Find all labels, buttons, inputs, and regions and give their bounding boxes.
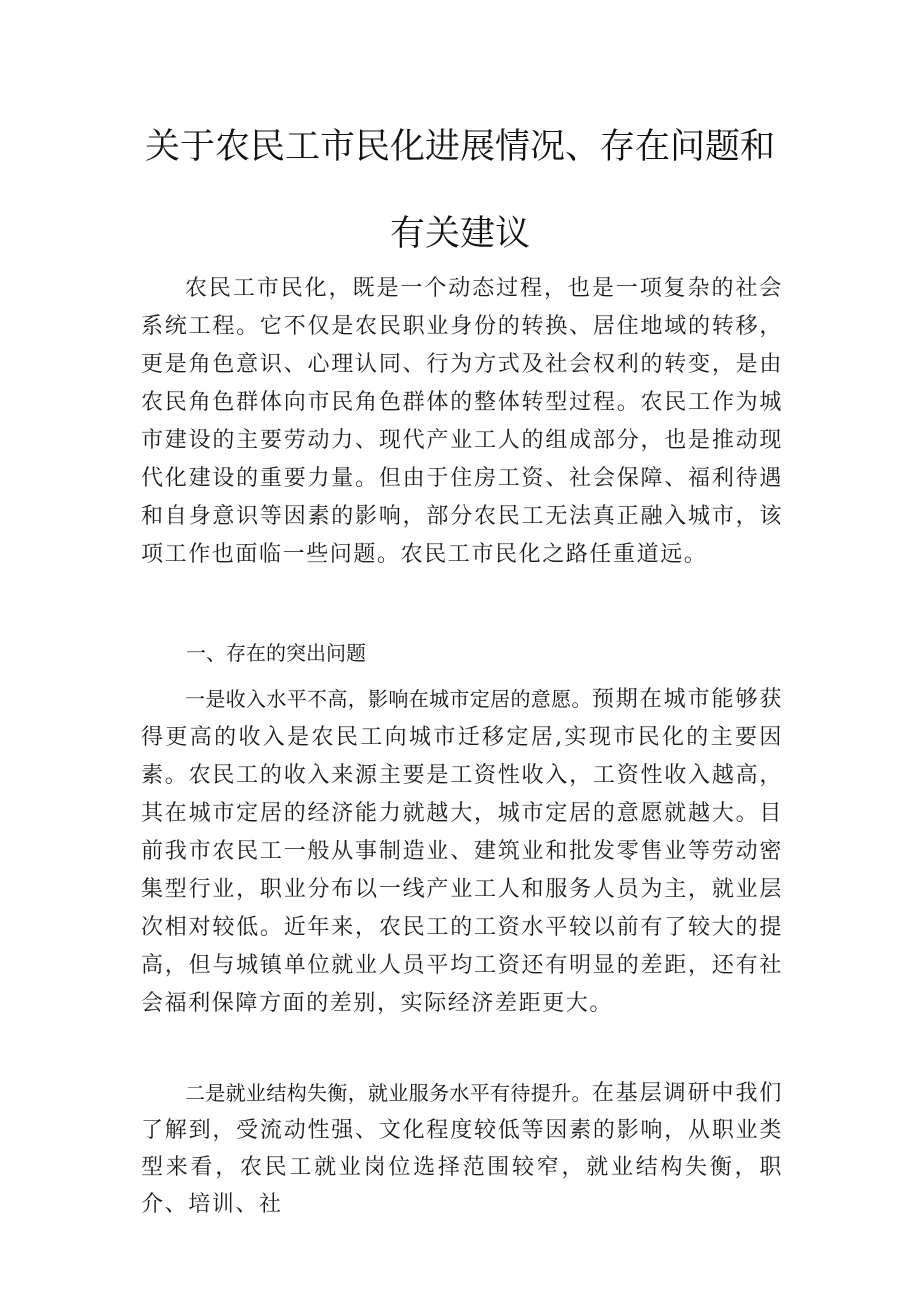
document-title-line-2: 有关建议 <box>389 214 530 254</box>
point-2-body: 在基层调研中我们了解到，受流动性强、文化程度较低等因素的影响，从职业类型来看，农民工就业岗位选择范围较窄，就业结构失衡，职介、培训、社 <box>141 1081 783 1217</box>
point-1-paragraph <box>141 680 783 1023</box>
point-1-lead: 一是收入水平不高，影响在城市定居的意愿。 <box>185 687 592 711</box>
section-heading: 一、存在的突出问题 <box>186 641 366 665</box>
document-title-line-1: 关于农民工市民化进展情况、存在问题和 <box>144 127 775 167</box>
point-2-lead: 二是就业结构失衡，就业服务水平有待提升。 <box>185 1081 592 1105</box>
point-2-paragraph <box>141 1075 783 1223</box>
intro-paragraph: 农民工市民化，既是一个动态过程，也是一项复杂的社会系统工程。它不仅是农民职业身份的转换、居住地域的转移，更是角色意识、心理认同、行为方式及社会权利的转变，是由农民角色群体向市民角色群体的整体转型过程。农民工作为城市建设的主要劳动力、现代产业工人的组成部分，也是推动现代化建设的重要力量。但由于住房工资、社会保障、福利待遇和自身意识等因素的影响，部分农民工无法真正融入城市，该项工作也面临一些问题。农民工市民化之路任重道远。 <box>141 276 783 567</box>
point-1-body: 预期在城市能够获得更高的收入是农民工向城市迁移定居,实现市民化的主要因素。农民工的收入来源主要是工资性收入，工资性收入越高，其在城市定居的经济能力就越大，城市定居的意愿就越大。目前我市农民工一般从事制造业、建筑业和批发零售业等劳动密集型行业，职业分布以一线产业工人和服务人员为主，就业层次相对较低。近年来，农民工的工资水平较以前有了较大的提高，但与城镇单位就业人员平均工资还有明显的差距，还有社会福利保障方面的差别，实际经济差距更大。 <box>141 687 783 1016</box>
